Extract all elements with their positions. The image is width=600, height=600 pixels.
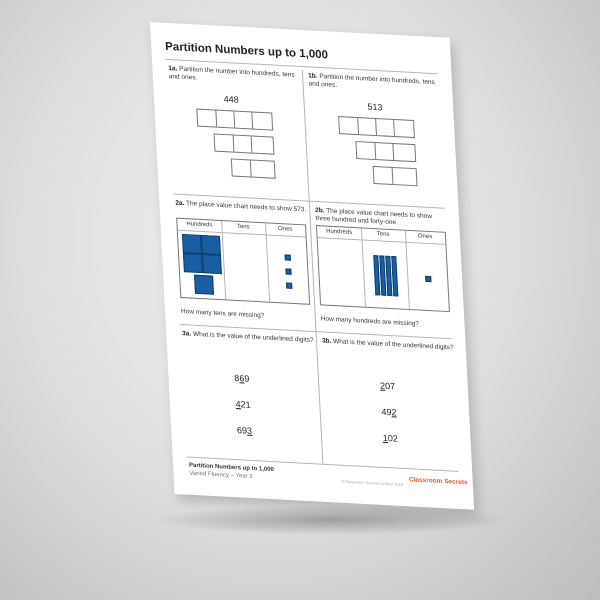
hundred-block <box>182 234 202 254</box>
number-693: 693 <box>236 425 253 436</box>
hundred-block <box>201 235 221 255</box>
header-tens: Tens <box>236 223 250 231</box>
number-207: 207 <box>379 380 396 392</box>
header-ones: Ones <box>277 226 293 233</box>
number-421: 421 <box>235 399 251 410</box>
question-2a: 2a. The place value chart needs to show 573. <box>175 199 307 214</box>
one-cube <box>286 283 292 289</box>
hundred-block <box>183 253 203 273</box>
question-3a: 3a. What is the value of the underlined digits? <box>181 330 314 345</box>
number-492: 492 <box>381 406 397 418</box>
page-title: Partition Numbers up to 1,000 <box>164 40 329 62</box>
number-102: 102 <box>382 432 399 444</box>
worksheet <box>150 22 474 510</box>
question-2b-prompt: How many hundreds are missing? <box>320 315 420 328</box>
number-513: 513 <box>367 101 383 113</box>
sheet-shadow <box>150 505 510 535</box>
number-869: 869 <box>234 372 250 384</box>
number-448: 448 <box>223 93 239 105</box>
header-ones: Ones <box>417 233 433 241</box>
partition-box-tens[interactable] <box>355 141 416 162</box>
partition-box-hundreds[interactable] <box>196 109 273 131</box>
question-2b: 2b. The place value chart needs to show three hundred and forty-one. <box>314 206 433 227</box>
footer-title: Partition Numbers up to 1,000 <box>188 462 275 474</box>
question-1a: 1a. Partition the number into hundreds, tens and ones. <box>168 65 295 82</box>
question-2a-prompt: How many tens are missing? <box>180 308 265 320</box>
place-value-chart <box>316 225 450 312</box>
one-cube <box>285 268 291 274</box>
place-value-chart <box>176 218 310 305</box>
question-1b: 1b. Partition the number into hundreds, tens and ones. <box>307 72 436 89</box>
header-tens: Tens <box>376 231 390 238</box>
footer-subtitle: Varied Fluency – Year 3 <box>189 470 253 481</box>
partition-box-ones[interactable] <box>373 166 418 186</box>
one-cube <box>425 276 431 282</box>
partition-box-tens[interactable] <box>214 133 275 154</box>
classroom-secrets-logo: Classroom Secrets <box>408 476 468 487</box>
hundred-block <box>202 254 222 274</box>
partition-box-hundreds[interactable] <box>338 116 415 138</box>
header-hundreds: Hundreds <box>186 221 213 229</box>
question-3b: 3b. What is the value of the underlined digits? <box>321 337 454 352</box>
hundred-block <box>194 275 214 295</box>
one-cube <box>285 254 291 260</box>
partition-box-ones[interactable] <box>231 158 276 178</box>
header-hundreds: Hundreds <box>326 228 353 236</box>
ten-rod <box>391 256 398 296</box>
copyright: © Classroom Secrets Limited 2019 <box>341 478 404 487</box>
